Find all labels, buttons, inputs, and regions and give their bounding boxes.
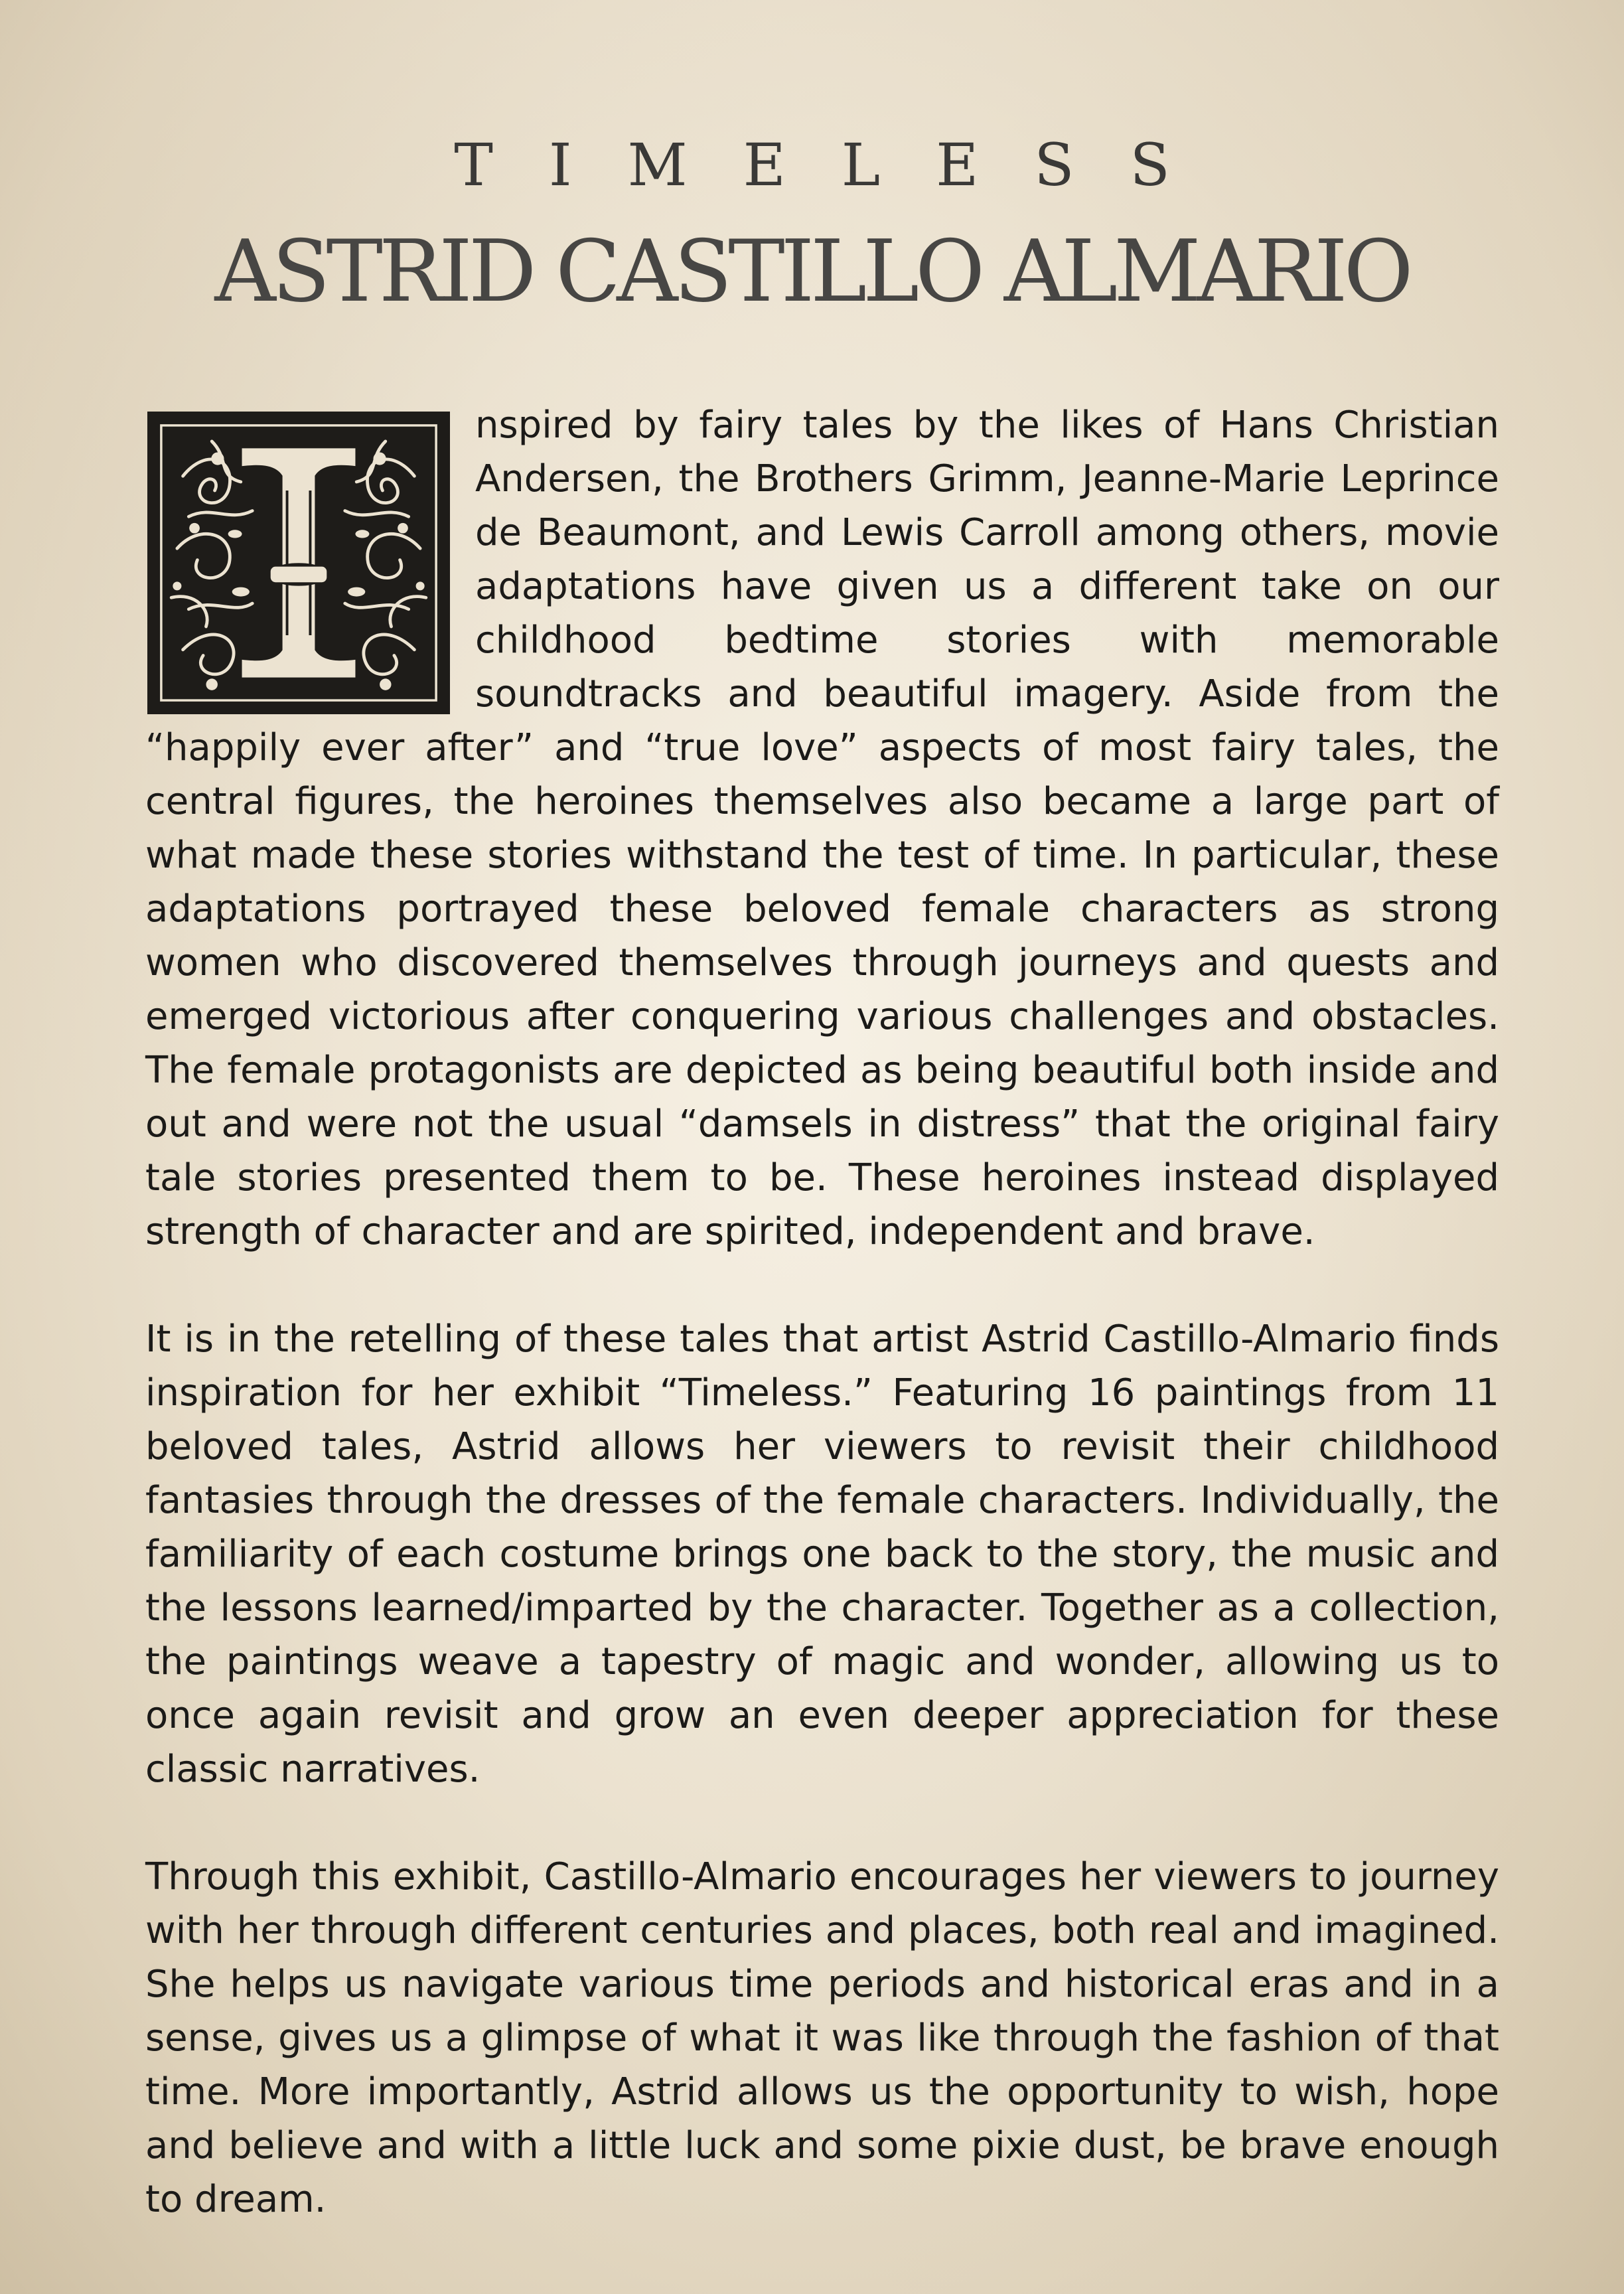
- paragraph-2: It is in the retelling of these tales that artist Astrid Castillo-Almario finds inspiration for her exhibit “Timeless.” Featuring 16 paintings from 11 beloved tales, Astrid allows her viewers to revisit their childhood fantasies through the dresses of the female characters. Individually, the familiarity of each costume brings one back to the story, the music and the lessons learned/imparted by the character. Together as a collection, the paintings weave a tapestry of magic and wonder, allowing us to once again revisit and grow an even deeper appreciation for these classic narratives.: [145, 1318, 1499, 1791]
- paragraph-1-text: nspired by fairy tales by the likes of Hans Christian Andersen, the Brothers Grimm, Jeanne-Marie Leprince de Beaumont, and Lewis Carroll among others, movie adaptations have given us a different take on our childhood bedtime stories with memorable soundtracks and beautiful imagery. Aside from the “happily ever after” and “true love” aspects of most fairy tales, the central figures, the heroines themselves also became a large part of what made these stories withstand the test of time. In particular, these adaptations portrayed these beloved female characters as strong women who discovered themselves through journeys and quests and emerged victorious after conquering various challenges and obstacles. The female protagonists are depicted as being beautiful both inside and out and were not the usual “damsels in distress” that the original fairy tale stories presented them to be. These heroines instead displayed strength of character and are spirited, independent and brave.: [145, 404, 1499, 1253]
- exhibit-supertitle: T I M E L E S S: [454, 131, 1170, 199]
- article-body: [145, 398, 1499, 2226]
- ornamental-initial-icon: [147, 412, 450, 714]
- paragraph-3: Through this exhibit, Castillo-Almario encourages her viewers to journey with her through different centuries and places, both real and imagined. She helps us navigate various time periods and historical eras and in a sense, gives us a glimpse of what it was like through the fashion of that time. More importantly, Astrid allows us the opportunity to wish, hope and believe and with a little luck and some pixie dust, be brave enough to dream.: [145, 1855, 1499, 2221]
- artist-name-title: ASTRID CASTILLO ALMARIO: [214, 222, 1410, 321]
- paragraph-1: [145, 398, 1499, 1259]
